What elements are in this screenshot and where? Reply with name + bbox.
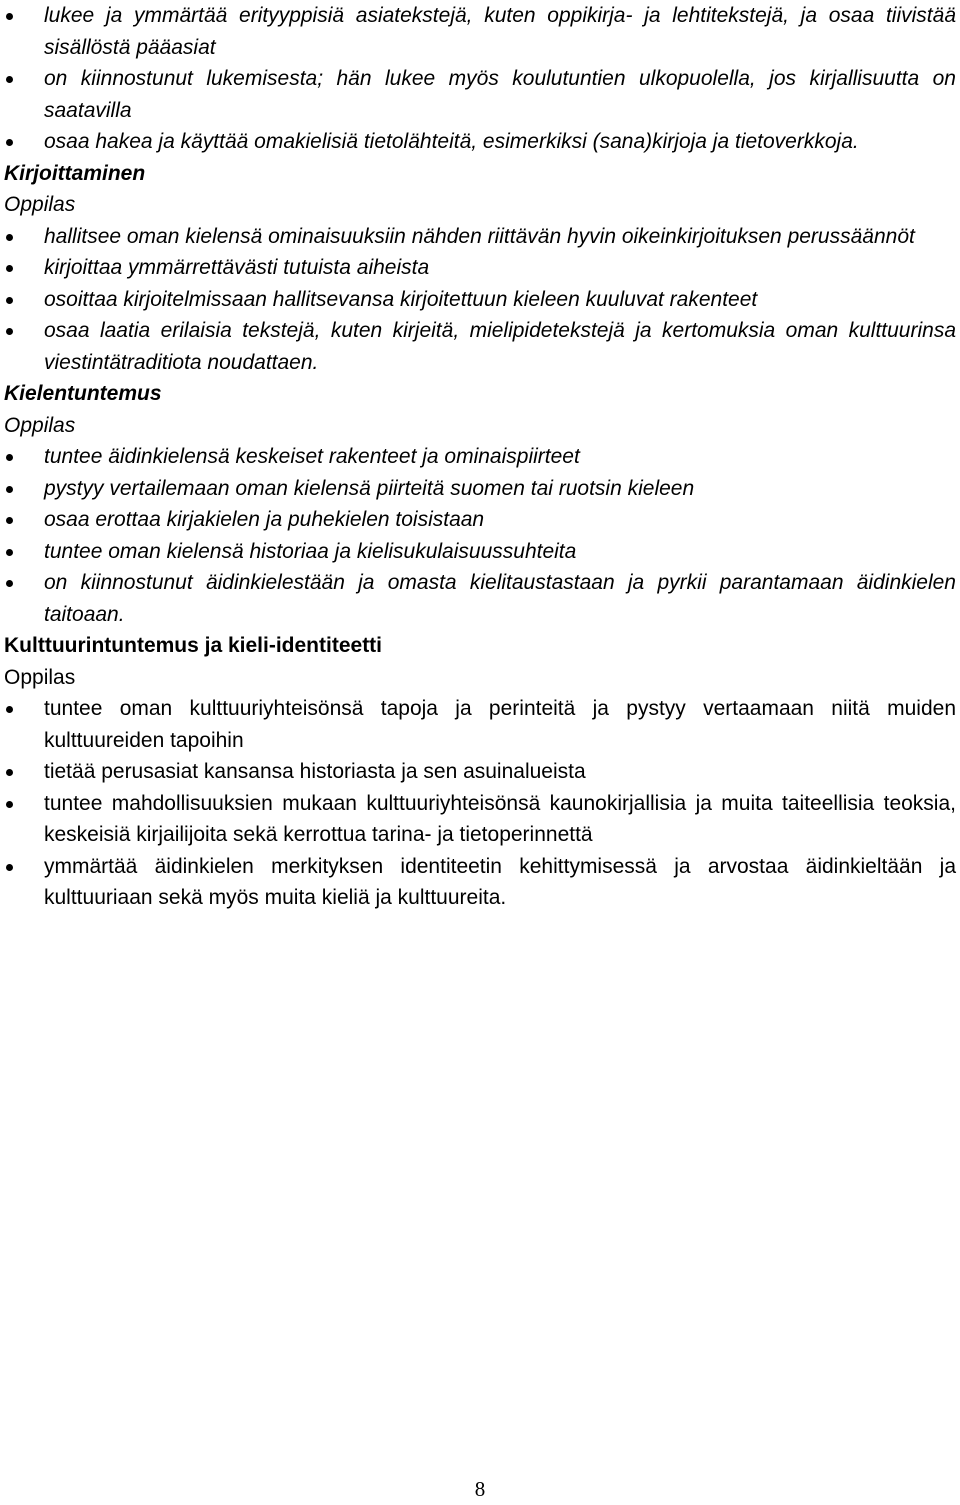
list-item-text: kirjoittaa ymmärrettävästi tutuista aiheista (44, 256, 430, 279)
list-item-text: tuntee äidinkielensä keskeiset rakenteet ja ominaispiirteet (44, 445, 580, 468)
bullet-icon (6, 139, 13, 146)
bullet-icon (6, 549, 13, 556)
section-heading: Kielentuntemus (4, 382, 162, 405)
list-item (4, 788, 956, 851)
bullet-icon (6, 486, 13, 493)
list-item (4, 63, 956, 126)
list-item-text: lukee ja ymmärtää erityyppisiä asiatekstejä, kuten oppikirja- ja lehtitekstejä, ja osaa tiivistää sisällöstä pääasiat (44, 4, 956, 59)
bullet-icon (6, 76, 13, 83)
bullet-icon (6, 864, 13, 871)
list-item (4, 126, 956, 158)
list-item-text: osaa erottaa kirjakielen ja puhekielen toisistaan (44, 508, 485, 531)
section-bullet-list (4, 221, 956, 379)
intro-bullet-list (4, 0, 956, 158)
list-item (4, 504, 956, 536)
bullet-icon (6, 517, 13, 524)
list-item (4, 284, 956, 316)
bullet-icon (6, 580, 13, 587)
list-item (4, 851, 956, 914)
list-item (4, 441, 956, 473)
list-item (4, 536, 956, 568)
list-item-text: pystyy vertailemaan oman kielensä piirteitä suomen tai ruotsin kieleen (44, 476, 695, 500)
bullet-icon (6, 265, 13, 272)
list-item-text: tuntee oman kielensä historiaa ja kielisukulaisuussuhteita (44, 539, 577, 563)
list-item-text: tuntee oman kulttuuriyhteisönsä tapoja ja perinteitä ja pystyy vertaamaan niitä muiden kulttuureiden tapoihin (44, 697, 956, 752)
section-kulttuurintuntemus (4, 630, 956, 914)
list-item (4, 693, 956, 756)
list-item-text: tuntee mahdollisuuksien mukaan kulttuuriyhteisönsä kaunokirjallisia ja muita taiteellisia teoksia, keskeisiä kirjailijoita sekä kerrottua tarina- ja tietoperinnettä (44, 791, 956, 846)
bullet-icon (6, 13, 13, 20)
list-item-text: osaa hakea ja käyttää omakielisiä tietolähteitä, esimerkiksi (sana)kirjoja ja tietoverkkoja. (44, 130, 859, 153)
list-item (4, 221, 956, 253)
list-item (4, 567, 956, 630)
list-item (4, 756, 956, 788)
list-item (4, 252, 956, 284)
list-item-text: osaa laatia erilaisia tekstejä, kuten kirjeitä, mielipidetekstejä ja kertomuksia oman kulttuurinsa viestintätraditiota noudattaen. (44, 319, 956, 374)
list-item-text: tietää perusasiat kansansa historiasta ja sen asuinalueista (44, 760, 586, 783)
bullet-icon (6, 328, 13, 335)
section-subheading: Oppilas (4, 193, 76, 216)
bullet-icon (6, 297, 13, 304)
section-heading: Kulttuurintuntemus ja kieli-identiteetti (4, 634, 383, 657)
section-kielentuntemus (4, 378, 956, 630)
bullet-icon (6, 454, 13, 461)
section-bullet-list (4, 441, 956, 630)
list-item-text: hallitsee oman kielensä ominaisuuksiin nähden riittävän hyvin oikeinkirjoituksen perussäännöt (44, 224, 915, 248)
section-subheading: Oppilas (4, 665, 76, 689)
section-subheading: Oppilas (4, 413, 76, 437)
list-item (4, 315, 956, 378)
bullet-icon (6, 801, 13, 808)
list-item-text: on kiinnostunut lukemisesta; hän lukee myös koulutuntien ulkopuolella, jos kirjallisuutta on saatavilla (44, 67, 956, 122)
section-kirjoittaminen (4, 158, 956, 379)
list-item-text: on kiinnostunut äidinkielestään ja omasta kielitaustastaan ja pyrkii parantamaan äidinkielen taitoaan. (44, 571, 956, 626)
bullet-icon (6, 769, 13, 776)
page-number: 8 (474, 1477, 486, 1501)
section-bullet-list (4, 693, 956, 914)
list-item-text: osoittaa kirjoitelmissaan hallitsevansa kirjoitettuun kieleen kuuluvat rakenteet (44, 287, 758, 311)
bullet-icon (6, 234, 13, 241)
list-item-text: ymmärtää äidinkielen merkityksen identiteetin kehittymisessä ja arvostaa äidinkieltään ja kulttuuriaan sekä myös muita kieliä ja kulttuureita. (44, 854, 956, 909)
list-item (4, 0, 956, 63)
list-item (4, 473, 956, 505)
bullet-icon (6, 706, 13, 713)
section-heading: Kirjoittaminen (4, 161, 146, 185)
document-content (4, 0, 956, 914)
